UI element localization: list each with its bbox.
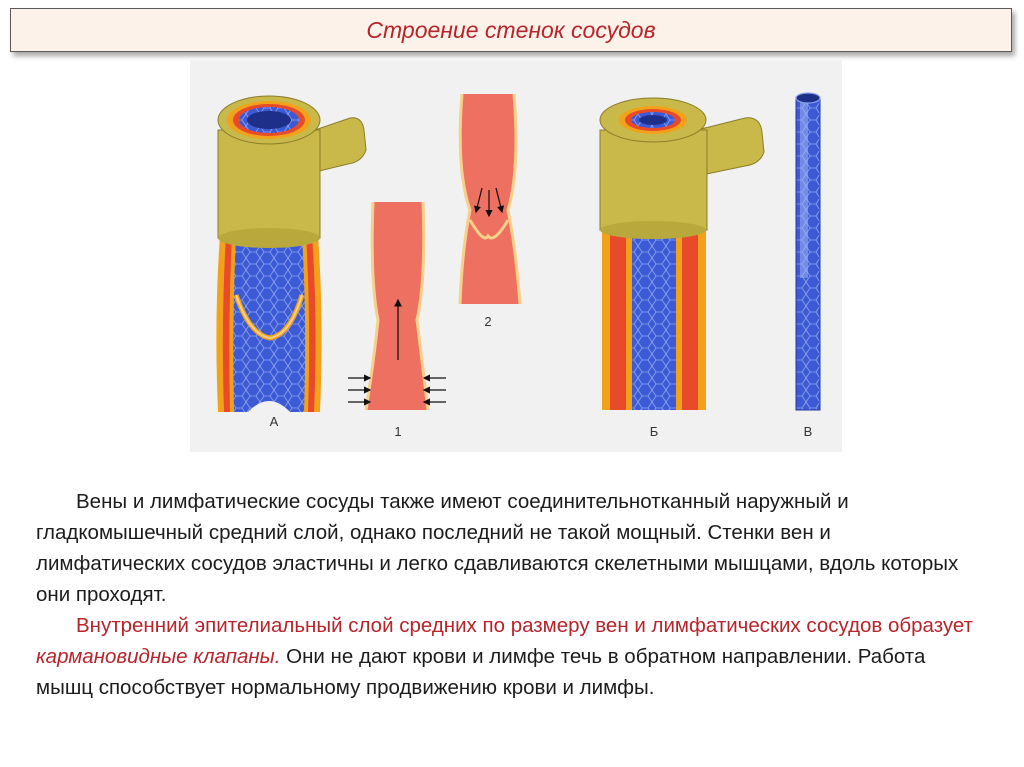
vein-b-diagram (600, 98, 764, 439)
label-b: Б (649, 424, 659, 439)
paragraph-2 (36, 610, 976, 703)
paragraph-1: Вены и лимфатические сосуды также имеют соединительнотканный наружный и гладкомышечный средний слой, однако последний не такой мощный. Стенки вен и лимфатических сосудов эластичны и легко сдавливаются скелетными мышцами, вдоль которых они проходят. (36, 490, 959, 606)
valve-open-diagram (348, 202, 446, 439)
paragraph-2-term: кармановидные клапаны. (36, 645, 281, 668)
page-title: Строение стенок сосудов (366, 16, 656, 43)
valve-closed-diagram (460, 94, 520, 329)
label-1: 1 (394, 424, 402, 439)
vessel-illustration (190, 60, 842, 452)
vessel-v-diagram (796, 93, 820, 439)
label-2: 2 (484, 314, 492, 329)
label-a: А (269, 414, 279, 429)
body-text (36, 486, 976, 703)
label-v: В (803, 424, 813, 439)
title-bar (10, 8, 1012, 52)
paragraph-2-rest: Они не дают крови и лимфе течь в обратном направлении. Работа мышц способствует нормальному продвижению крови и лимфы. (36, 645, 926, 699)
vein-a-diagram (216, 96, 366, 429)
paragraph-2-red: Внутренний эпителиальный слой средних по размеру вен и лимфатических сосудов образует (76, 614, 974, 637)
